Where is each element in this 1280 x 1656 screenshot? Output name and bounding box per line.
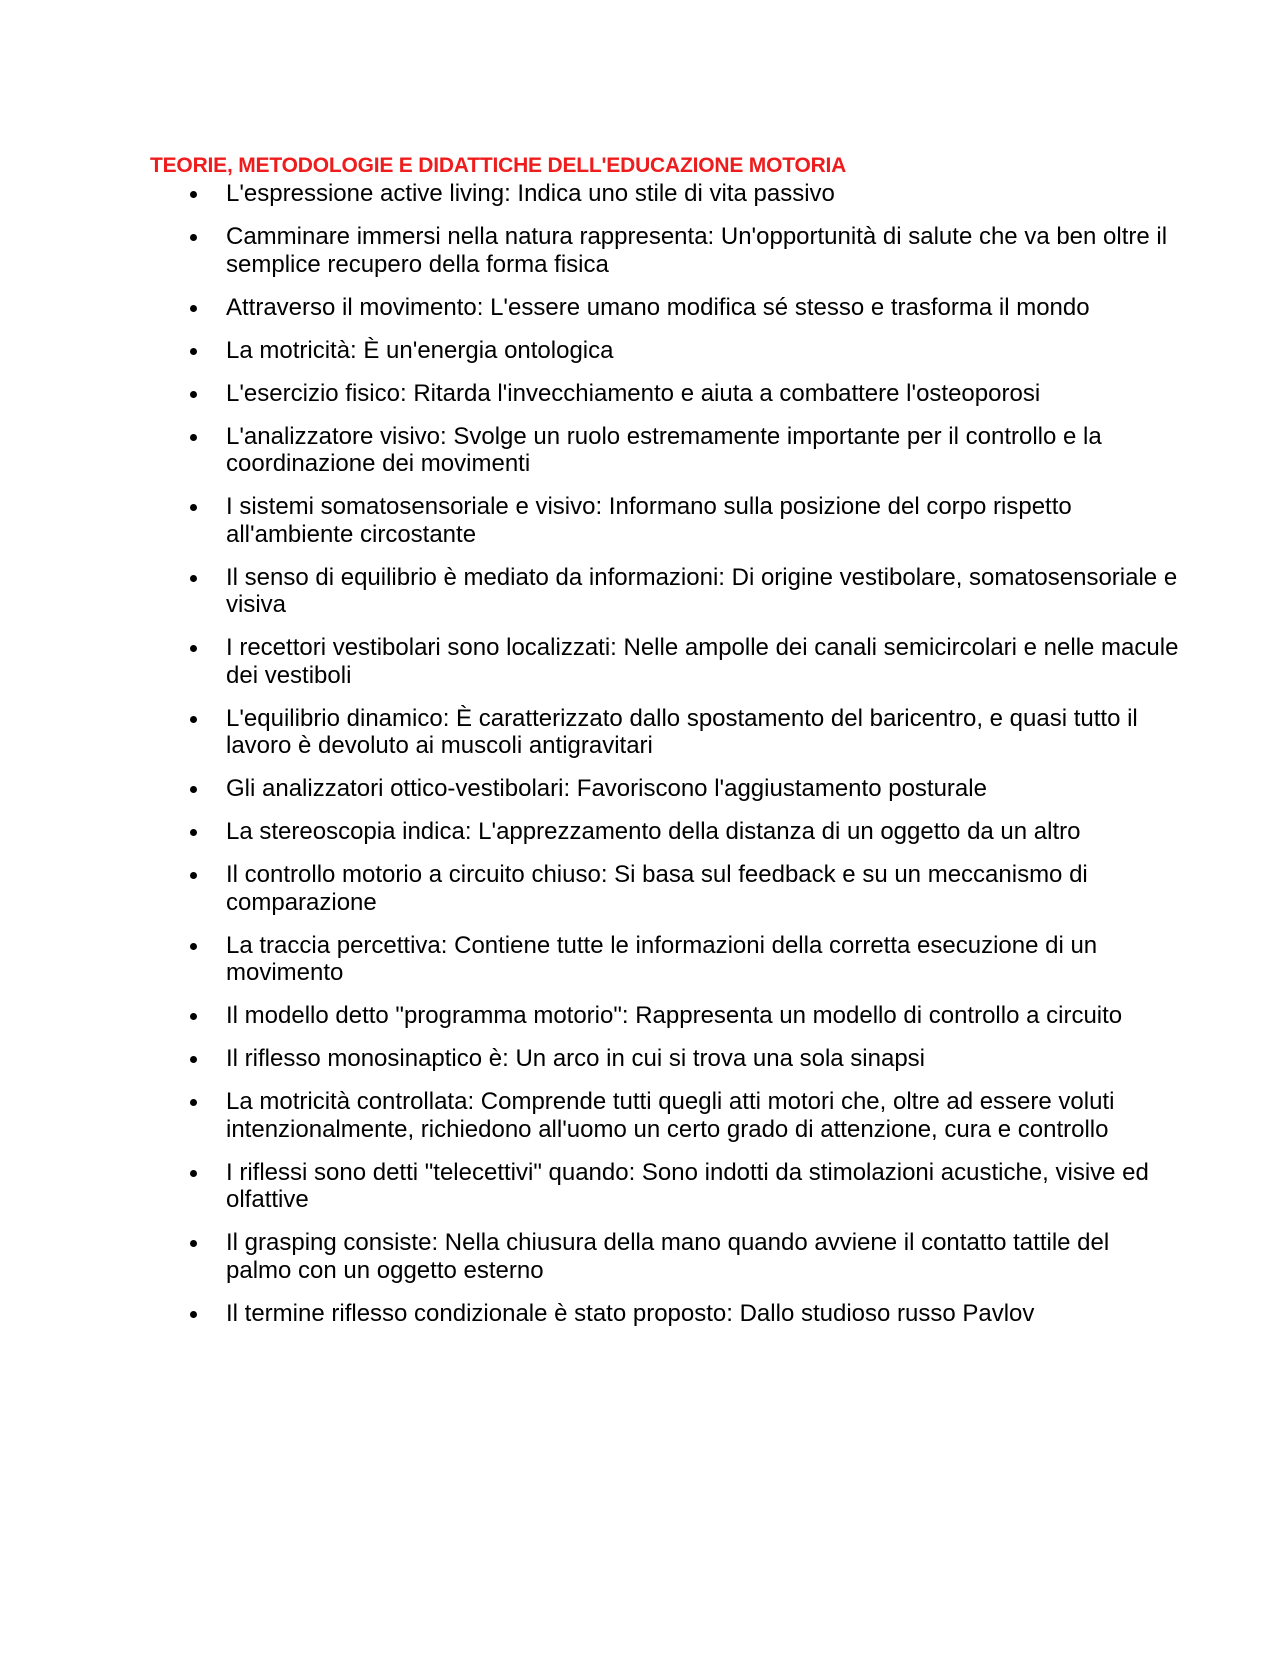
list-item-text: L'analizzatore visivo: Svolge un ruolo estremamente importante per il controllo e la coordinazione dei movimenti <box>226 422 1102 477</box>
list-item <box>0 1229 1280 1284</box>
list-item <box>0 294 1280 322</box>
bullet-icon <box>190 1311 197 1318</box>
bullet-icon <box>190 716 197 723</box>
bullet-icon <box>190 1170 197 1177</box>
list-item-text: La traccia percettiva: Contiene tutte le informazioni della corretta esecuzione di un movimento <box>226 931 1098 986</box>
list-item <box>0 180 1280 208</box>
bullet-icon <box>190 872 197 879</box>
list-item <box>0 932 1280 987</box>
list-item <box>0 564 1280 619</box>
bullet-list <box>0 180 1280 1343</box>
list-item-text: Il termine riflesso condizionale è stato proposto: Dallo studioso russo Pavlov <box>226 1299 1035 1327</box>
list-item <box>0 423 1280 478</box>
list-item-text: Attraverso il movimento: L'essere umano modifica sé stesso e trasforma il mondo <box>226 293 1090 321</box>
list-item-text: I recettori vestibolari sono localizzati: Nelle ampolle dei canali semicircolari e nelle macule dei vestiboli <box>226 634 1179 689</box>
bullet-icon <box>190 305 197 312</box>
bullet-icon <box>190 391 197 398</box>
bullet-icon <box>190 575 197 582</box>
list-item-text: I sistemi somatosensoriale e visivo: Informano sulla posizione del corpo rispetto all'ambiente circostante <box>226 493 1072 548</box>
bullet-icon <box>190 943 197 950</box>
list-item-text: Il senso di equilibrio è mediato da informazioni: Di origine vestibolare, somatosensoriale e visiva <box>226 563 1178 618</box>
list-item-text: Camminare immersi nella natura rappresenta: Un'opportunità di salute che va ben oltre il semplice recupero della forma fisica <box>226 223 1168 278</box>
bullet-icon <box>190 504 197 511</box>
bullet-icon <box>190 1056 197 1063</box>
list-item <box>0 337 1280 365</box>
bullet-icon <box>190 234 197 241</box>
list-item <box>0 775 1280 803</box>
list-item <box>0 818 1280 846</box>
bullet-icon <box>190 829 197 836</box>
list-item-text: Gli analizzatori ottico-vestibolari: Favoriscono l'aggiustamento posturale <box>226 775 987 802</box>
list-item-text: L'esercizio fisico: Ritarda l'invecchiamento e aiuta a combattere l'osteoporosi <box>226 379 1041 407</box>
bullet-icon <box>190 1013 197 1020</box>
list-item-text: I riflessi sono detti "telecettivi" quando: Sono indotti da stimolazioni acustiche, visive ed olfattive <box>226 1158 1149 1213</box>
list-item-text: Il riflesso monosinaptico è: Un arco in cui si trova una sola sinapsi <box>226 1045 925 1072</box>
bullet-icon <box>190 1240 197 1247</box>
list-item <box>0 705 1280 760</box>
list-item <box>0 223 1280 278</box>
bullet-icon <box>190 786 197 793</box>
list-item <box>0 1045 1280 1073</box>
list-item <box>0 1159 1280 1214</box>
list-item-text: Il modello detto "programma motorio": Rappresenta un modello di controllo a circuito <box>226 1002 1123 1029</box>
list-item <box>0 1300 1280 1328</box>
bullet-icon <box>190 645 197 652</box>
list-item <box>0 1088 1280 1143</box>
list-item-text: L'espressione active living: Indica uno stile di vita passivo <box>226 180 835 207</box>
list-item <box>0 861 1280 916</box>
bullet-icon <box>190 191 197 198</box>
list-item-text: Il controllo motorio a circuito chiuso: Si basa sul feedback e su un meccanismo di comparazione <box>226 861 1088 916</box>
list-item <box>0 1002 1280 1030</box>
list-item <box>0 634 1280 689</box>
bullet-icon <box>190 434 197 441</box>
list-item <box>0 493 1280 548</box>
document-title: TEORIE, METODOLOGIE E DIDATTICHE DELL'EDUCAZIONE MOTORIA <box>150 154 847 177</box>
list-item-text: La motricità: È un'energia ontologica <box>226 336 614 364</box>
list-item-text: La motricità controllata: Comprende tutti quegli atti motori che, oltre ad essere voluti intenzionalmente, richiedono all'uomo un certo grado di attenzione, cura e controllo <box>226 1088 1115 1143</box>
list-item-text: Il grasping consiste: Nella chiusura della mano quando avviene il contatto tattile del palmo con un oggetto esterno <box>226 1229 1110 1284</box>
list-item <box>0 380 1280 408</box>
list-item-text: L'equilibrio dinamico: È caratterizzato dallo spostamento del baricentro, e quasi tutto il lavoro è devoluto ai muscoli antigravitari <box>226 704 1138 759</box>
bullet-icon <box>190 348 197 355</box>
bullet-icon <box>190 1099 197 1106</box>
list-item-text: La stereoscopia indica: L'apprezzamento della distanza di un oggetto da un altro <box>226 818 1081 845</box>
